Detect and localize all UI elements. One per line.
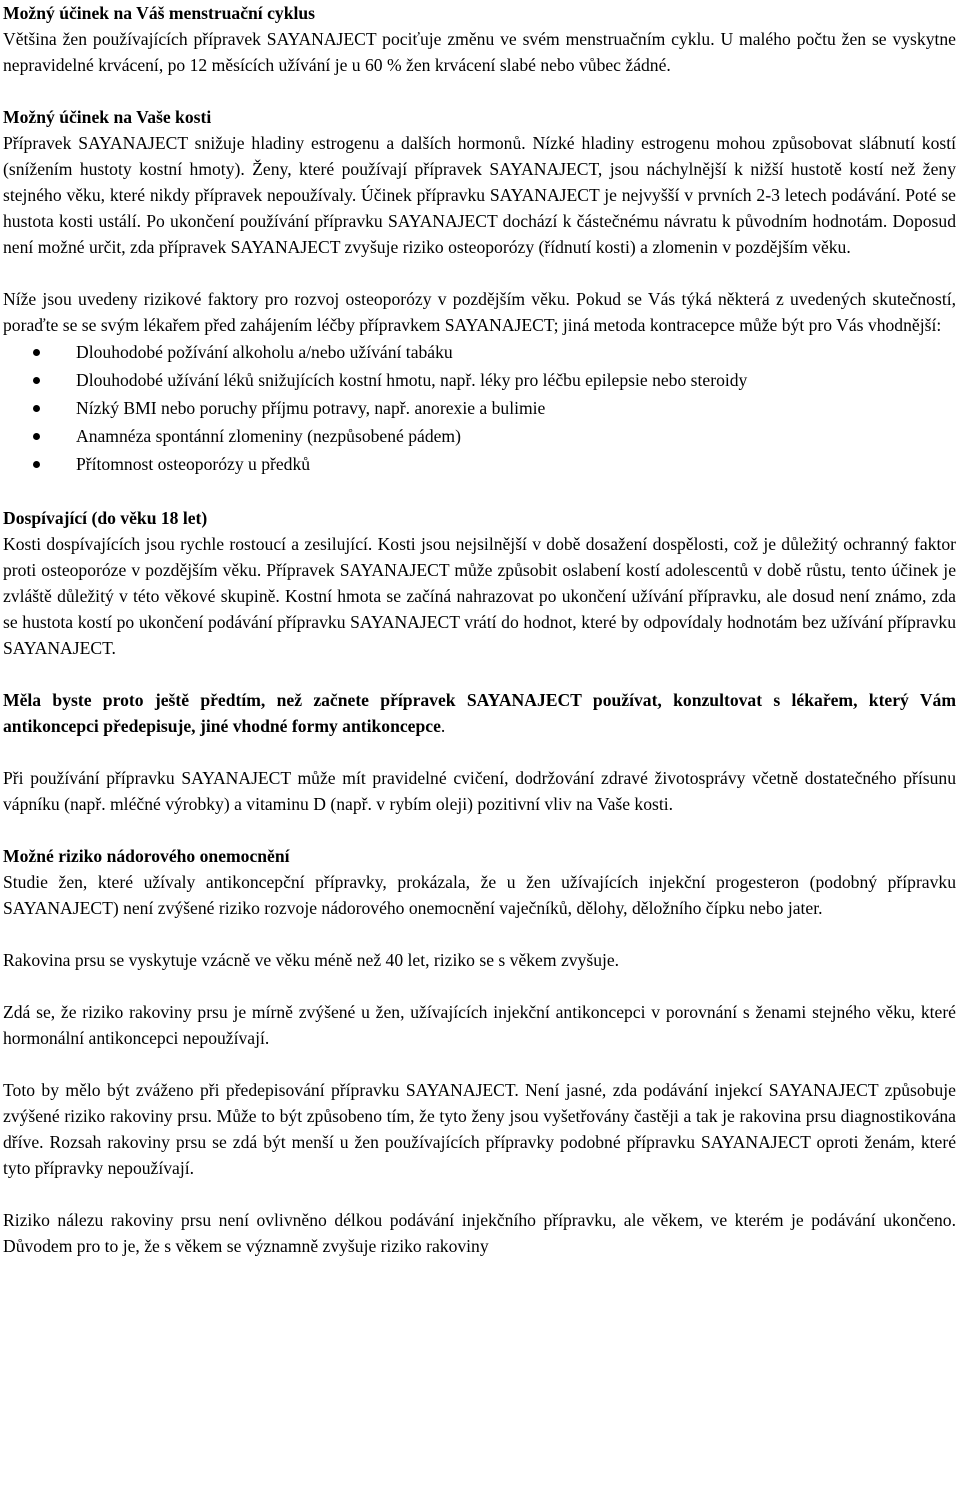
list-item-text: Přítomnost osteoporózy u předků [76,454,311,474]
spacer [3,661,956,687]
list-item-text: Nízký BMI nebo poruchy příjmu potravy, např. anorexie a bulimie [76,398,546,418]
spacer [3,1181,956,1207]
bullet-icon [33,349,40,356]
list-item [3,450,956,478]
list-item [3,394,956,422]
paragraph-advice [3,687,956,739]
paragraph-adolescents: Kosti dospívajících jsou rychle rostoucí a zesilující. Kosti jsou nejsilnější v době dosažení dospělosti, což je důležitý ochranný faktor proti osteoporóze v pozdějším věku. Přípravek SAYANAJECT může způsobit oslabení kostí adolescentů v době růstu, tento účinek je zvláště důležitý v této věkové skupině. Kostní hmota se začíná nahrazovat po ukončení užívání přípravku, ale dosud není známo, zda se hustota kostí po ukončení podávání přípravku SAYANAJECT vrátí do hodnot, které by odpovídaly hodnotám bez užívání přípravku SAYANAJECT. [3,534,956,658]
paragraph-cancer-4: Toto by mělo být zváženo při předepisování přípravku SAYANAJECT. Není jasné, zda podávání injekcí SAYANAJECT způsobuje zvýšené riziko rakoviny prsu. Může to být způsobeno tím, že tyto ženy jsou vyšetřovány častěji a tak je rakovina prsu diagnostikována dříve. Rozsah rakoviny prsu se zdá být menší u žen používajících přípravky podobné přípravku SAYANAJECT oproti ženám, které tyto přípravky nepoužívají. [3,1080,956,1178]
spacer [3,478,956,505]
bullet-icon [33,461,40,468]
spacer [3,78,956,104]
advice-bold-text: Měla byste proto ještě předtím, než začnete přípravek SAYANAJECT používat, konzultovat s lékařem, který Vám antikoncepci předepisuje, jiné vhodné formy antikoncepce [3,690,956,736]
paragraph-cancer-1: Studie žen, které užívaly antikoncepční přípravky, prokázala, že u žen užívajících injekční progesteron (podobný přípravku SAYANAJECT) není zvýšené riziko rozvoje nádorového onemocnění vaječníků, dělohy, děložního čípku nebo jater. [3,872,956,918]
paragraph-risk-factors-intro: Níže jsou uvedeny rizikové faktory pro rozvoj osteoporózy v pozdějším věku. Pokud se Vás týká některá z uvedených skutečností, poraďte se se svým lékařem před zahájením léčby přípravkem SAYANAJECT; jiná metoda kontracepce může být pro Vás vhodnější: [3,289,956,335]
list-item-text: Dlouhodobé užívání léků snižujících kostní hmotu, např. léky pro léčbu epilepsie nebo steroidy [76,370,748,390]
list-item [3,422,956,450]
heading-cancer-risk: Možné riziko nádorového onemocnění [3,846,290,866]
bullet-icon [33,405,40,412]
spacer [3,973,956,999]
spacer [3,260,956,286]
spacer [3,921,956,947]
heading-adolescents: Dospívající (do věku 18 let) [3,508,208,528]
list-item [3,338,956,366]
paragraph-cancer-3: Zdá se, že riziko rakoviny prsu je mírně zvýšené u žen, užívajících injekční antikoncepci v porovnání s ženami stejného věku, které hormonální antikoncepci nepoužívají. [3,1002,956,1048]
spacer [3,817,956,843]
risk-factor-list [3,338,956,478]
paragraph-menstrual-cycle: Většina žen používajících přípravek SAYANAJECT pociťuje změnu ve svém menstruačním cyklu. U malého počtu žen se vyskytne nepravidelné krvácení, po 12 měsících užívání je u 60 % žen krvácení slabé nebo vůbec žádné. [3,29,956,75]
heading-menstrual-cycle: Možný účinek na Váš menstruační cyklus [3,3,315,23]
list-item [3,366,956,394]
bullet-icon [33,433,40,440]
paragraph-bones: Přípravek SAYANAJECT snižuje hladiny estrogenu a dalších hormonů. Nízké hladiny estrogenu mohou způsobovat slábnutí kostí (snížením hustoty kostní hmoty). Ženy, které používají přípravek SAYANAJECT, jsou náchylnější k nižší hustotě kostí než ženy stejného věku, které nikdy přípravek nepoužívaly. Účinek přípravku SAYANAJECT je nejvyšší v prvních 2-3 letech podávání. Poté se hustota kosti ustálí. Po ukončení používání přípravku SAYANAJECT dochází k částečnému návratu k původním hodnotám. Doposud není možné určit, zda přípravek SAYANAJECT zvyšuje riziko osteoporózy (řídnutí kosti) a zlomenin v pozdějším věku. [3,133,956,257]
paragraph-lifestyle: Při používání přípravku SAYANAJECT může mít pravidelné cvičení, dodržování zdravé životosprávy včetně dostatečného přísunu vápníku (např. mléčné výrobky) a vitaminu D (např. v rybím oleji) pozitivní vliv na Vaše kosti. [3,768,956,814]
paragraph-cancer-5: Riziko nálezu rakoviny prsu není ovlivněno délkou podávání injekčního přípravku, ale věkem, ve kterém je podávání ukončeno. Důvodem pro to je, že s věkem se významně zvyšuje riziko rakoviny [3,1210,956,1256]
spacer [3,1051,956,1077]
bullet-icon [33,377,40,384]
list-item-text: Dlouhodobé požívání alkoholu a/nebo užívání tabáku [76,342,453,362]
spacer [3,739,956,765]
list-item-text: Anamnéza spontánní zlomeniny (nezpůsobené pádem) [76,426,461,446]
paragraph-cancer-2: Rakovina prsu se vyskytuje vzácně ve věku méně než 40 let, riziko se s věkem zvyšuje. [3,950,620,970]
advice-end-text: . [440,716,446,736]
heading-bones: Možný účinek na Vaše kosti [3,107,212,127]
